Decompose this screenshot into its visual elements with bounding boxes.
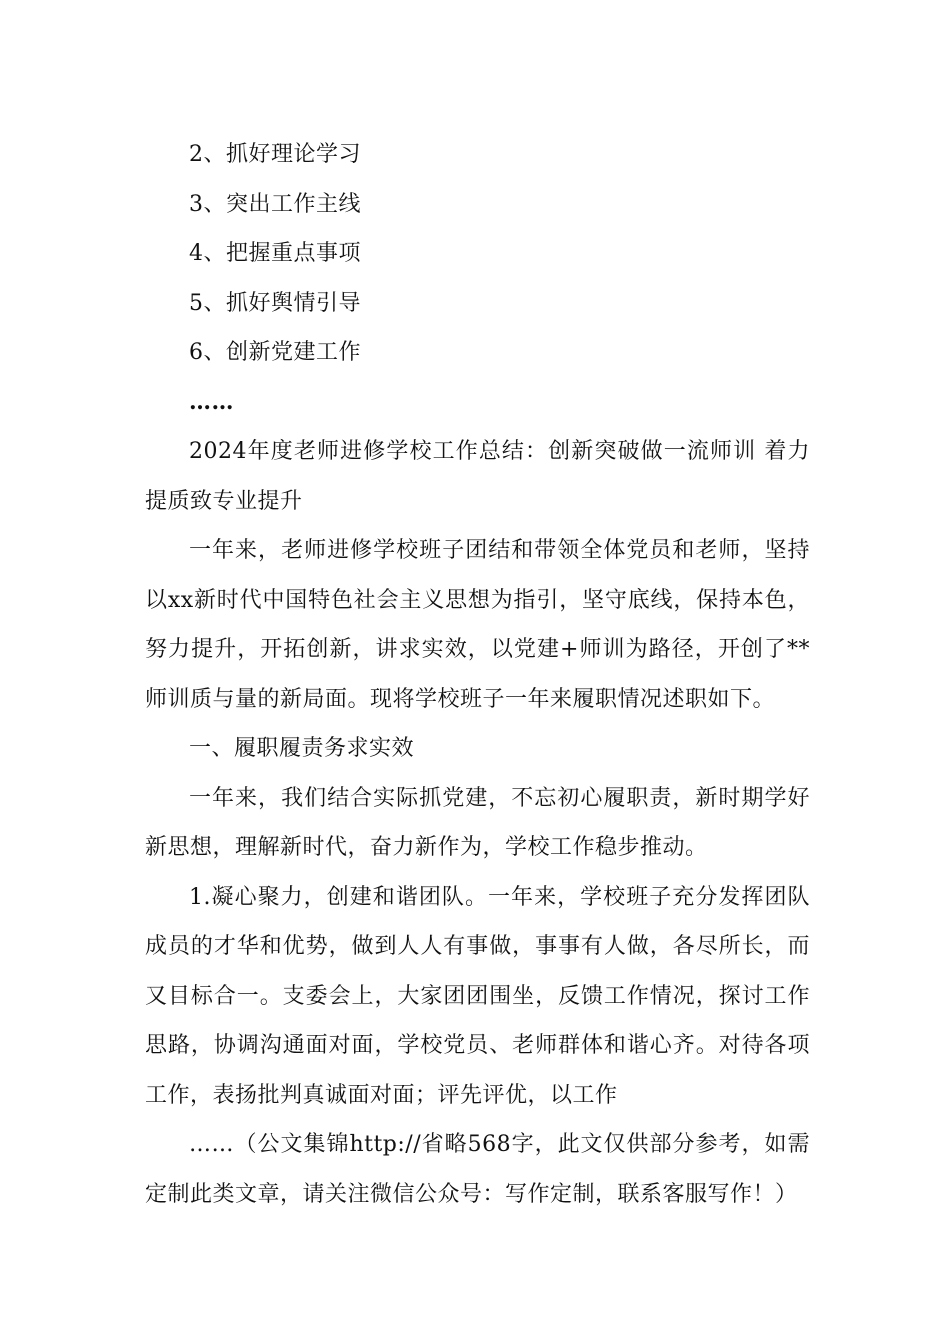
list-item: 6、创新党建工作 (189, 340, 361, 365)
section-one-title: 一、履职履责务求实效 (189, 736, 415, 761)
list-item: 2、抓好理论学习 (189, 142, 361, 167)
list-item: 5、抓好舆情引导 (189, 290, 361, 316)
point-one-paragraph: 1.凝心聚力，创建和谐团队。一年来，学校班子充分发挥团队成员的才华和优势，做到人人有事做，事事有人做，各尽所长，而又目标合一。支委会上，大家团团围坐，反馈工作情况，探讨工作思路，协调沟通面对面，学校党员、老师群体和谐心齐。对待各项工作，表扬批判真诚面对面；评先评优，以工作 (145, 884, 810, 1108)
document-body (145, 130, 810, 1219)
document-heading: 2024年度老师进修学校工作总结：创新突破做一流师训 着力提质致专业提升 (145, 439, 810, 514)
list-item: 3、突出工作主线 (189, 191, 361, 217)
ellipsis-marker: …… (189, 388, 234, 415)
list-item: 4、把握重点事项 (189, 241, 361, 266)
section-one-paragraph: 一年来，我们结合实际抓党建，不忘初心履职责，新时期学好新思想，理解新时代，奋力新作为，学校工作稳步推动。 (145, 785, 810, 860)
closing-note: ……（公文集锦http://省略568字，此文仅供部分参考，如需定制此类文章，请关注微信公众号：写作定制，联系客服写作！） (145, 1132, 810, 1207)
intro-paragraph: 一年来，老师进修学校班子团结和带领全体党员和老师，坚持以xx新时代中国特色社会主义思想为指引，坚守底线，保持本色，努力提升，开拓创新，讲求实效，以党建+师训为路径，开创了**师训质与量的新局面。现将学校班子一年来履职情况述职如下。 (145, 538, 810, 712)
